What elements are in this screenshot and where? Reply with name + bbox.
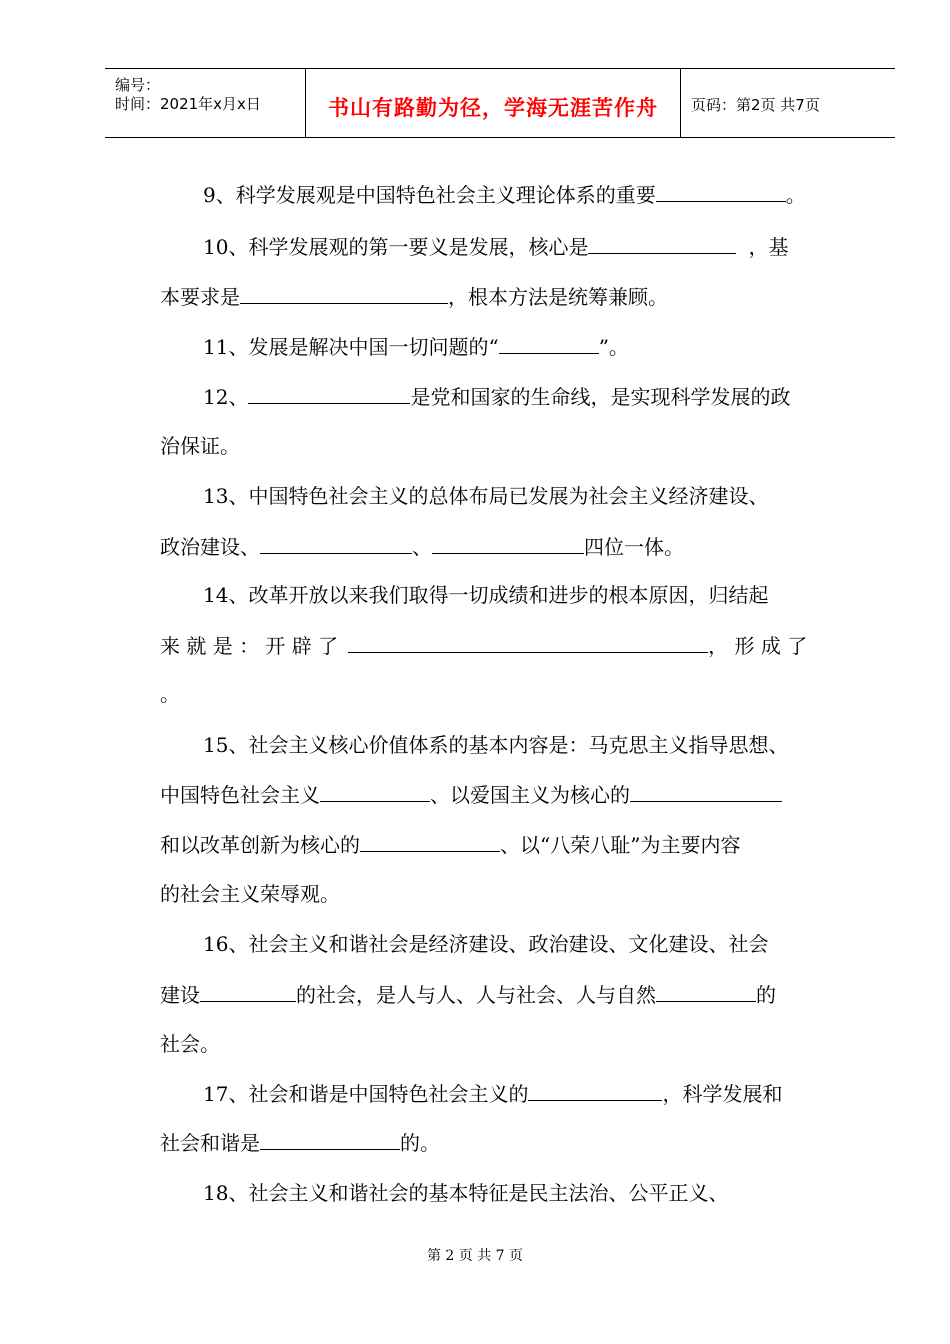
question-text: 。 bbox=[785, 183, 806, 207]
question-text: 11、发展是解决中国一切问题的“ bbox=[203, 335, 499, 359]
question-10 bbox=[203, 235, 788, 259]
question-text: ，根本方法是统筹兼顾。 bbox=[448, 285, 668, 309]
answer-blank bbox=[240, 285, 448, 304]
question-text: 12、 bbox=[203, 385, 249, 409]
question-18 bbox=[203, 1181, 728, 1205]
answer-blank bbox=[432, 535, 584, 554]
question-text: 来 就 是 ： 开 辟 了 bbox=[160, 634, 339, 658]
question-16-cont bbox=[160, 983, 776, 1007]
question-text: 建设 bbox=[160, 983, 200, 1007]
question-17 bbox=[203, 1082, 782, 1106]
question-text: ，基 bbox=[748, 235, 789, 259]
answer-blank bbox=[200, 983, 296, 1002]
question-11 bbox=[203, 335, 629, 359]
question-text: 、以“八荣八耻”为主要内容 bbox=[500, 833, 741, 857]
document-header bbox=[105, 68, 895, 138]
answer-blank bbox=[588, 235, 736, 254]
page-footer: 第 2 页 共 7 页 bbox=[426, 1248, 524, 1264]
question-15 bbox=[203, 733, 788, 757]
question-text: 9、科学发展观是中国特色社会主义理论体系的重要 bbox=[203, 183, 656, 207]
question-text: 和以改革创新为核心的 bbox=[160, 833, 360, 857]
question-text: 的社会主义荣辱观。 bbox=[160, 882, 340, 906]
question-text: 的社会，是人与人、人与社会、人与自然 bbox=[296, 983, 656, 1007]
answer-blank bbox=[260, 1131, 400, 1150]
question-16 bbox=[203, 932, 768, 956]
question-text: ”。 bbox=[598, 335, 629, 359]
question-14 bbox=[203, 583, 768, 607]
answer-blank bbox=[528, 1082, 662, 1101]
answer-blank bbox=[499, 335, 599, 354]
question-text: 的。 bbox=[400, 1131, 440, 1155]
question-text: 政治建设、 bbox=[160, 535, 260, 559]
answer-blank bbox=[360, 833, 500, 852]
question-text: 18、社会主义和谐社会的基本特征是民主法治、公平正义、 bbox=[203, 1181, 729, 1205]
question-text: 14、改革开放以来我们取得一切成绩和进步的根本原因，归结起 bbox=[203, 583, 769, 607]
question-text: 13、中国特色社会主义的总体布局已发展为社会主义经济建设、 bbox=[203, 484, 769, 508]
answer-blank bbox=[348, 634, 708, 653]
question-text: 本要求是 bbox=[160, 285, 240, 309]
answer-blank bbox=[260, 535, 412, 554]
question-text: 是党和国家的生命线，是实现科学发展的政 bbox=[410, 385, 791, 409]
question-text: 社会和谐是 bbox=[160, 1131, 260, 1155]
question-9 bbox=[203, 183, 806, 207]
question-12 bbox=[203, 385, 790, 409]
question-14-end bbox=[160, 682, 180, 706]
question-15-cont-1 bbox=[160, 783, 782, 807]
question-text: 16、社会主义和谐社会是经济建设、政治建设、文化建设、社会 bbox=[203, 932, 769, 956]
question-text: 、以爱国主义为核心的 bbox=[430, 783, 630, 807]
document-time-label: 时间：2021年x月x日 bbox=[115, 95, 261, 113]
answer-blank bbox=[248, 385, 410, 404]
question-text: 社会。 bbox=[160, 1032, 220, 1056]
question-15-cont-3 bbox=[160, 882, 340, 906]
question-text: 。 bbox=[160, 682, 180, 706]
question-text: ，科学发展和 bbox=[662, 1082, 783, 1106]
question-12-cont bbox=[160, 434, 240, 458]
question-text: ， 形 成 了 bbox=[708, 634, 808, 658]
question-text: 中国特色社会主义 bbox=[160, 783, 320, 807]
question-13-cont bbox=[160, 535, 684, 559]
question-16-end bbox=[160, 1032, 220, 1056]
question-text: 四位一体。 bbox=[584, 535, 684, 559]
question-text: 、 bbox=[412, 535, 432, 559]
header-page-info: 页码：第2页 共7页 bbox=[691, 96, 820, 114]
answer-blank bbox=[656, 983, 756, 1002]
question-14-cont bbox=[160, 634, 807, 658]
question-text: 10、科学发展观的第一要义是发展，核心是 bbox=[203, 235, 589, 259]
question-text: 的 bbox=[756, 983, 776, 1007]
question-15-cont-2 bbox=[160, 833, 740, 857]
header-meta-cell bbox=[105, 69, 306, 137]
question-13 bbox=[203, 484, 768, 508]
header-motto-cell bbox=[306, 69, 681, 137]
answer-blank bbox=[630, 783, 782, 802]
question-text: 治保证。 bbox=[160, 434, 240, 458]
question-17-cont bbox=[160, 1131, 440, 1155]
header-page-cell bbox=[681, 69, 895, 137]
question-text: 17、社会和谐是中国特色社会主义的 bbox=[203, 1082, 529, 1106]
answer-blank bbox=[656, 183, 786, 202]
document-number-label: 编号： bbox=[115, 76, 161, 94]
header-motto: 书山有路勤为径，学海无涯苦作舟 bbox=[328, 95, 658, 120]
answer-blank bbox=[320, 783, 430, 802]
question-text: 15、社会主义核心价值体系的基本内容是：马克思主义指导思想、 bbox=[203, 733, 789, 757]
question-10-cont bbox=[160, 285, 668, 309]
